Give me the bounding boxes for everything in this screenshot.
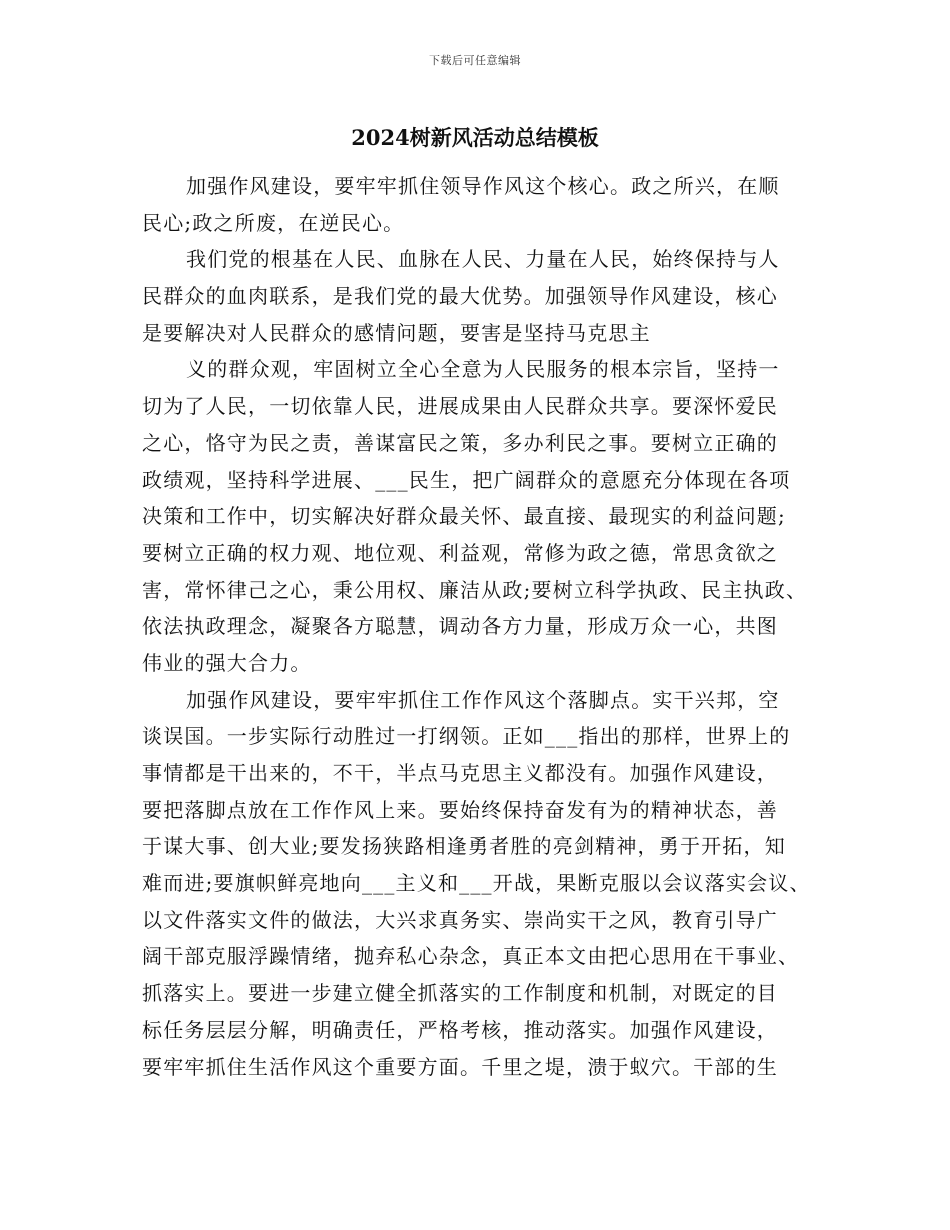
body-line: 之心，恪守为民之责，善谋富民之策，多办利民之事。要树立正确的 (142, 430, 778, 455)
body-line: 加强作风建设，要牢牢抓住领导作风这个核心。政之所兴，在顺 (186, 174, 780, 198)
body-line: 决策和工作中，切实解决好群众最关怀、最直接、最现实的利益问题; (142, 504, 786, 529)
page-header-note: 下载后可任意编辑 (429, 54, 521, 67)
body-line: 依法执政理念，凝聚各方聪慧，调动各方力量，形成万众一心，共图 (142, 614, 778, 639)
body-line: 义的群众观，牢固树立全心全意为人民服务的根本宗旨，坚持一 (186, 357, 780, 382)
body-line: 事情都是干出来的，不干，半点马克思主义都没有。加强作风建设， (142, 761, 778, 785)
body-line: 抓落实上。要进一步建立健全抓落实的工作制度和机制，对既定的目 (142, 981, 778, 1006)
body-line: 标任务层层分解，明确责任，严格考核，推动落实。加强作风建设， (142, 1017, 778, 1042)
body-line: 以文件落实文件的做法，大兴求真务实、崇尚实干之风，教育引导广 (142, 907, 778, 932)
body-line: 是要解决对人民群众的感情问题，要害是坚持马克思主 (142, 320, 651, 345)
document-title: 2024树新风活动总结模板 (351, 125, 599, 150)
body-line: 民群众的血肉联系，是我们党的最大优势。加强领导作风建设，核心 (142, 284, 778, 309)
body-line: 加强作风建设，要牢牢抓住工作作风这个落脚点。实干兴邦，空 (186, 687, 780, 712)
body-line: 谈误国。一步实际行动胜过一打纲领。正如___指出的那样，世界上的 (142, 724, 791, 749)
body-line: 难而进;要旗帜鲜亮地向___主义和___开战，果断克服以会议落实会议、 (142, 871, 811, 896)
body-line: 要树立正确的权力观、地位观、利益观，常修为政之德，常思贪欲之 (142, 540, 778, 565)
body-line: 要牢牢抓住生活作风这个重要方面。千里之堤，溃于蚁穴。干部的生 (142, 1054, 778, 1079)
body-line: 要把落脚点放在工作作风上来。要始终保持奋发有为的精神状态，善 (142, 797, 778, 822)
body-line: 阔干部克服浮躁情绪，抛弃私心杂念，真正本文由把心思用在干事业、 (142, 944, 800, 969)
document-body (142, 168, 818, 1085)
body-line: 切为了人民，一切依靠人民，进展成果由人民群众共享。要深怀爱民 (142, 394, 778, 419)
body-line: 害，常怀律己之心，秉公用权、廉洁从政;要树立科学执政、民主执政、 (142, 577, 808, 602)
body-line: 我们党的根基在人民、血脉在人民、力量在人民，始终保持与人 (186, 247, 780, 272)
body-line: 民心;政之所废，在逆民心。 (142, 210, 405, 235)
body-line: 于谋大事、创大业;要发扬狭路相逢勇者胜的亮剑精神，勇于开拓，知 (142, 834, 786, 859)
body-line: 政绩观，坚持科学进展、___民生，把广阔群众的意愿充分体现在各项 (142, 467, 791, 492)
body-line: 伟业的强大合力。 (142, 650, 312, 675)
